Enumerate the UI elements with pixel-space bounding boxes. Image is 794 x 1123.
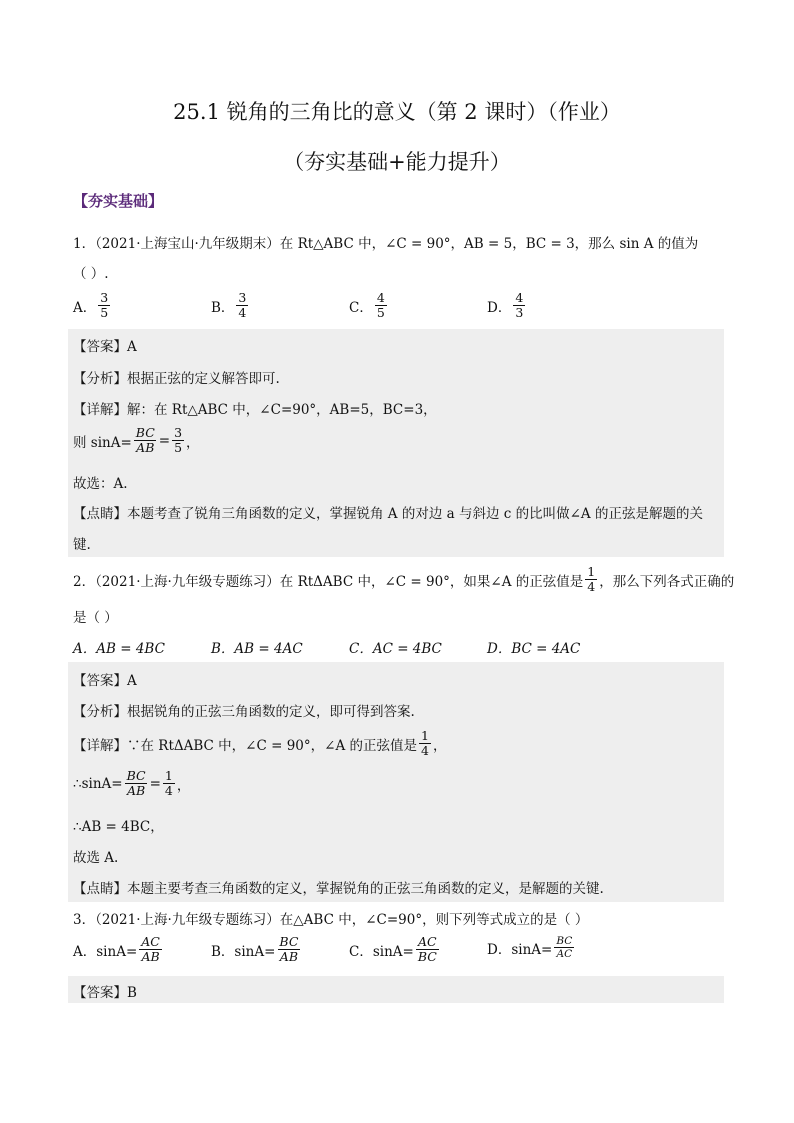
question-2-analysis: 【分析】根据锐角的正弦三角函数的定义，即可得到答案. [73,704,415,720]
question-2-conclusion: ∴AB = 4BC， [73,819,164,835]
question-1-option-b: B． $\frac{3}{4}$ [211,290,247,320]
question-1-stem: 1．（2021·上海宝山·九年级期末）在 Rt△ABC 中，∠C = 90°，AB = 5，BC = 3，那么 sin A 的值为 [73,236,699,252]
question-2-choice: 故选 A. [73,850,119,866]
question-1-option-d: D． $\frac{4}{3}$ [487,290,524,320]
question-1-choice: 故选：A. [73,476,128,492]
question-2-detail: 【详解】∵在 RtΔABC 中，∠C = 90°，∠A 的正弦值是 $\frac{1}{4}$ ， [73,728,447,758]
question-1-detail-formula: 则 sinA= $\frac{BC}{AB}$ = $\frac{3}{5}$ ， [73,425,200,455]
question-3-solution-box [68,976,724,1003]
question-1-option-c: C． $\frac{4}{5}$ [349,290,385,320]
document-subtitle: （夯实基础+能力提升） [283,150,511,174]
question-3-answer: 【答案】B [73,985,137,1001]
question-1-analysis: 【分析】根据正弦的定义解答即可. [73,371,280,387]
question-1-comment-cont: 键. [73,537,91,553]
section-heading: 【夯实基础】 [73,192,164,210]
question-3-option-c: C．sinA= $\frac{AC}{BC}$ [349,934,437,964]
question-2-option-c: C．AC = 4BC [349,641,442,657]
question-2-detail-formula: ∴sinA= $\frac{BC}{AB}$ = $\frac{1}{4}$ ， [73,768,191,798]
question-2-stem-cont: 是（ ） [73,610,118,626]
question-2-option-b: B．AB = 4AC [211,641,303,657]
document-title: 25.1 锐角的三角比的意义（第 2 课时）（作业） [173,100,621,124]
question-1-comment: 【点睛】本题考查了锐角三角函数的定义，掌握锐角 A 的对边 a 与斜边 c 的比叫做∠A 的正弦是解题的关 [73,506,703,522]
question-3-option-a: A．sinA= $\frac{AC}{AB}$ [73,934,160,964]
question-2-answer: 【答案】A [73,673,137,689]
question-2-option-a: A．AB = 4BC [73,641,165,657]
question-2-option-d: D．BC = 4AC [487,641,581,657]
question-3-option-b: B．sinA= $\frac{BC}{AB}$ [211,934,299,964]
question-3-stem: 3．（2021·上海·九年级专题练习）在△ABC 中，∠C=90°，则下列等式成立的是（ ） [73,912,589,928]
question-1-answer: 【答案】A [73,339,137,355]
question-3-option-d: D．sinA= $\frac{BC}{AC}$ [487,935,573,960]
question-2-stem: 2．（2021·上海·九年级专题练习）在 RtΔABC 中，∠C = 90°，如果∠A 的正弦值是 $\frac{1}{4}$ ，那么下列各式正确的 [73,564,735,594]
question-1-detail: 【详解】解：在 Rt△ABC 中，∠C=90°，AB=5，BC=3， [73,402,437,418]
question-1-option-a: A． $\frac{3}{5}$ [73,290,109,320]
question-2-comment: 【点睛】本题主要考查三角函数的定义，掌握锐角的正弦三角函数的定义，是解题的关键. [73,881,604,897]
question-1-stem-cont: （ ）. [73,266,109,282]
